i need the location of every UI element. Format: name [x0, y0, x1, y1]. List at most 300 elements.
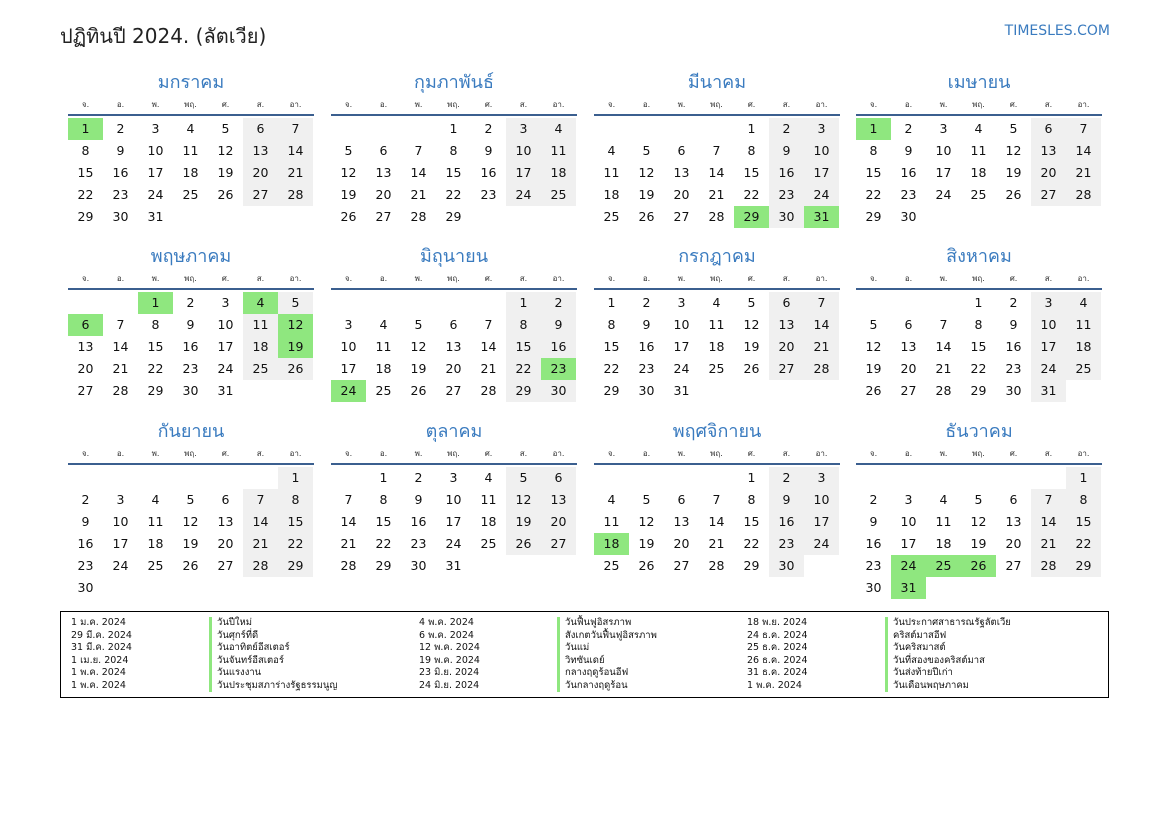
weekday-label: จ.: [81, 449, 90, 458]
day-cell: 26: [340, 209, 357, 224]
month-calendar: [856, 70, 1102, 228]
day-cell: 1: [974, 295, 983, 310]
day-cell: 13: [673, 165, 690, 180]
month-name: ตุลาคม: [425, 421, 483, 442]
empty-cell: [664, 467, 699, 489]
empty-cell: [996, 467, 1031, 489]
day-cell: 1: [278, 467, 313, 489]
day-cell: 30: [77, 580, 94, 595]
holiday-column: [61, 617, 337, 692]
day-cell: 17: [506, 162, 541, 184]
weekday-label: จ.: [607, 100, 616, 109]
day-cell: 27: [217, 558, 234, 573]
holiday-name: วิทซันเดย์: [557, 655, 605, 668]
month-calendar: [331, 244, 577, 402]
weekday-label: อา.: [552, 274, 565, 283]
empty-cell: [471, 292, 506, 314]
day-cell: 11: [935, 514, 952, 529]
empty-cell: [243, 467, 278, 489]
holiday-name: คริสต์มาสอีฟ: [885, 630, 946, 643]
holiday-column: [409, 617, 657, 692]
holiday-day-cell: 31: [804, 206, 839, 228]
day-cell: 10: [1031, 314, 1066, 336]
weekday-label: พ.: [677, 449, 686, 458]
day-cell: 26: [638, 209, 655, 224]
empty-cell: [926, 292, 961, 314]
day-cell: 15: [375, 514, 392, 529]
day-cell: 25: [1066, 358, 1101, 380]
weekday-label: ส.: [782, 274, 791, 283]
day-cell: 21: [708, 536, 725, 551]
day-cell: 21: [935, 361, 952, 376]
weekday-label: ศ.: [1009, 449, 1018, 458]
day-cell: 22: [603, 361, 620, 376]
day-cell: 4: [607, 143, 616, 158]
day-cell: 9: [904, 143, 913, 158]
day-cell: 5: [278, 292, 313, 314]
weekday-header: [594, 270, 840, 290]
weekday-label: อ.: [379, 449, 388, 458]
day-cell: 7: [1066, 118, 1101, 140]
weekday-label: ศ.: [747, 274, 756, 283]
day-grid: [68, 118, 314, 228]
day-cell: 11: [375, 339, 392, 354]
weekday-header: [856, 270, 1102, 290]
day-cell: 1: [607, 295, 616, 310]
day-cell: 2: [869, 492, 878, 507]
weekday-label: ศ.: [747, 449, 756, 458]
month-calendar: [331, 70, 577, 228]
day-cell: 17: [900, 536, 917, 551]
month-name: มกราคม: [157, 72, 225, 93]
day-cell: 18: [603, 187, 620, 202]
empty-cell: [331, 467, 366, 489]
weekday-label: พฤ.: [447, 100, 460, 109]
day-cell: 14: [278, 140, 313, 162]
weekday-label: จ.: [344, 449, 353, 458]
day-cell: 6: [541, 467, 576, 489]
weekday-label: จ.: [344, 100, 353, 109]
month-calendar: [68, 70, 314, 228]
day-cell: 23: [77, 558, 94, 573]
weekday-label: อ.: [116, 449, 125, 458]
day-cell: 4: [939, 492, 948, 507]
day-cell: 25: [603, 558, 620, 573]
day-cell: 9: [541, 314, 576, 336]
holiday-row: [409, 667, 657, 680]
holiday-date: 25 ธ.ค. 2024: [747, 642, 808, 653]
empty-cell: [926, 467, 961, 489]
holiday-name: วันปีใหม่: [209, 617, 252, 630]
day-cell: 19: [506, 511, 541, 533]
day-cell: 1: [379, 470, 388, 485]
weekday-label: ศ.: [221, 274, 230, 283]
month-name: สิงหาคม: [946, 246, 1012, 267]
day-cell: 26: [638, 558, 655, 573]
weekday-label: อ.: [904, 100, 913, 109]
holiday-name: วันแรงงาน: [209, 667, 261, 680]
month-name: พฤษภาคม: [150, 246, 232, 267]
day-cell: 13: [375, 165, 392, 180]
weekday-label: ส.: [519, 449, 528, 458]
day-cell: 19: [743, 339, 760, 354]
day-cell: 20: [1005, 536, 1022, 551]
day-cell: 28: [1031, 555, 1066, 577]
holiday-date: 31 ธ.ค. 2024: [747, 667, 808, 678]
site-link[interactable]: TIMESLES.COM: [1004, 23, 1110, 39]
holiday-day-cell: 4: [243, 292, 278, 314]
day-cell: 19: [638, 536, 655, 551]
empty-cell: [103, 292, 138, 314]
empty-cell: [594, 118, 629, 140]
weekday-header: [594, 445, 840, 465]
empty-cell: [366, 118, 401, 140]
day-cell: 17: [112, 536, 129, 551]
day-cell: 9: [484, 143, 493, 158]
day-cell: 22: [147, 361, 164, 376]
empty-cell: [664, 118, 699, 140]
day-cell: 14: [708, 514, 725, 529]
day-cell: 22: [77, 187, 94, 202]
day-cell: 16: [638, 339, 655, 354]
weekday-label: อ.: [904, 449, 913, 458]
weekday-header: [68, 96, 314, 116]
day-cell: 5: [869, 317, 878, 332]
holiday-name: วันกลางฤดูร้อน: [557, 680, 628, 693]
day-cell: 14: [340, 514, 357, 529]
day-cell: 7: [278, 118, 313, 140]
holiday-day-cell: 18: [594, 533, 629, 555]
day-cell: 29: [375, 558, 392, 573]
weekday-label: พ.: [414, 100, 423, 109]
day-cell: 6: [1009, 492, 1018, 507]
day-cell: 17: [804, 511, 839, 533]
day-cell: 29: [970, 383, 987, 398]
day-cell: 3: [344, 317, 353, 332]
day-cell: 19: [865, 361, 882, 376]
holiday-name: วันเดือนพฤษภาคม: [885, 680, 969, 693]
day-cell: 30: [1005, 383, 1022, 398]
day-cell: 14: [1066, 140, 1101, 162]
day-cell: 4: [607, 492, 616, 507]
empty-cell: [331, 292, 366, 314]
holiday-row: [61, 667, 337, 680]
day-cell: 5: [186, 492, 195, 507]
day-cell: 10: [217, 317, 234, 332]
day-cell: 12: [743, 317, 760, 332]
weekday-label: พฤ.: [972, 100, 985, 109]
day-cell: 5: [414, 317, 423, 332]
weekday-label: จ.: [607, 274, 616, 283]
weekday-label: พฤ.: [972, 449, 985, 458]
weekday-label: พ.: [677, 100, 686, 109]
day-cell: 21: [708, 187, 725, 202]
day-cell: 28: [1066, 184, 1101, 206]
day-cell: 28: [243, 555, 278, 577]
weekday-label: อา.: [1077, 274, 1090, 283]
day-cell: 28: [935, 383, 952, 398]
day-cell: 30: [638, 383, 655, 398]
day-cell: 30: [769, 555, 804, 577]
day-cell: 10: [506, 140, 541, 162]
weekday-label: อา.: [289, 100, 302, 109]
weekday-label: ส.: [256, 274, 265, 283]
day-cell: 7: [414, 143, 423, 158]
day-cell: 7: [712, 492, 721, 507]
day-cell: 28: [708, 209, 725, 224]
empty-cell: [856, 292, 891, 314]
month-name: กรกฎาคม: [678, 246, 756, 267]
day-cell: 7: [484, 317, 493, 332]
day-cell: 7: [712, 143, 721, 158]
day-cell: 4: [379, 317, 388, 332]
day-cell: 19: [182, 536, 199, 551]
day-cell: 27: [673, 558, 690, 573]
holiday-name: สังเกตวันฟื้นฟูอิสรภาพ: [557, 630, 657, 643]
holiday-name: วันคริสมาสต์: [885, 642, 946, 655]
holiday-date: 31 มี.ค. 2024: [71, 642, 132, 653]
weekday-label: อ.: [379, 274, 388, 283]
day-grid: [594, 467, 840, 577]
day-cell: 24: [1031, 358, 1066, 380]
day-cell: 25: [147, 558, 164, 573]
month-name: ธันวาคม: [945, 421, 1013, 442]
day-cell: 17: [935, 165, 952, 180]
day-cell: 16: [865, 536, 882, 551]
empty-cell: [891, 292, 926, 314]
day-cell: 29: [865, 209, 882, 224]
day-cell: 26: [1005, 187, 1022, 202]
holiday-row: [737, 667, 1011, 680]
day-cell: 5: [974, 492, 983, 507]
day-cell: 17: [673, 339, 690, 354]
day-cell: 15: [743, 165, 760, 180]
day-cell: 15: [445, 165, 462, 180]
holiday-row: [737, 680, 1011, 693]
holiday-day-cell: 24: [891, 555, 926, 577]
day-cell: 27: [445, 383, 462, 398]
day-cell: 9: [116, 143, 125, 158]
weekday-label: พ.: [414, 449, 423, 458]
day-cell: 14: [112, 339, 129, 354]
day-cell: 27: [900, 383, 917, 398]
day-cell: 28: [480, 383, 497, 398]
weekday-label: ส.: [256, 449, 265, 458]
day-cell: 26: [743, 361, 760, 376]
empty-cell: [891, 467, 926, 489]
empty-cell: [961, 467, 996, 489]
day-cell: 21: [804, 336, 839, 358]
empty-cell: [103, 467, 138, 489]
weekday-label: ศ.: [484, 100, 493, 109]
day-cell: 16: [182, 339, 199, 354]
day-cell: 18: [147, 536, 164, 551]
day-cell: 18: [708, 339, 725, 354]
day-cell: 22: [1066, 533, 1101, 555]
day-cell: 23: [865, 558, 882, 573]
day-cell: 20: [673, 536, 690, 551]
day-cell: 26: [278, 358, 313, 380]
day-cell: 22: [506, 358, 541, 380]
day-cell: 27: [243, 184, 278, 206]
day-cell: 8: [506, 314, 541, 336]
day-cell: 13: [900, 339, 917, 354]
weekday-label: พ.: [939, 100, 948, 109]
day-cell: 3: [804, 467, 839, 489]
day-cell: 5: [344, 143, 353, 158]
day-cell: 27: [769, 358, 804, 380]
day-cell: 20: [673, 187, 690, 202]
day-cell: 24: [673, 361, 690, 376]
holiday-date: 24 มิ.ย. 2024: [419, 679, 480, 691]
day-cell: 1: [449, 121, 458, 136]
day-grid: [331, 118, 577, 228]
day-cell: 30: [769, 206, 804, 228]
day-cell: 13: [541, 489, 576, 511]
day-cell: 6: [769, 292, 804, 314]
day-cell: 9: [1009, 317, 1018, 332]
day-cell: 4: [1066, 292, 1101, 314]
weekday-label: ศ.: [484, 274, 493, 283]
day-cell: 10: [147, 143, 164, 158]
holiday-row: [61, 617, 337, 630]
weekday-label: ส.: [782, 100, 791, 109]
holiday-name: วันจันทร์อีสเตอร์: [209, 655, 284, 668]
day-cell: 9: [642, 317, 651, 332]
day-cell: 14: [480, 339, 497, 354]
day-cell: 18: [1066, 336, 1101, 358]
day-cell: 10: [445, 492, 462, 507]
empty-cell: [173, 467, 208, 489]
holiday-day-cell: 6: [68, 314, 103, 336]
day-cell: 9: [81, 514, 90, 529]
day-cell: 29: [506, 380, 541, 402]
day-cell: 16: [1005, 339, 1022, 354]
day-cell: 24: [804, 184, 839, 206]
day-cell: 22: [375, 536, 392, 551]
empty-cell: [401, 118, 436, 140]
day-cell: 10: [340, 339, 357, 354]
day-cell: 27: [673, 209, 690, 224]
holiday-row: [737, 655, 1011, 668]
weekday-label: ส.: [1044, 449, 1053, 458]
weekday-label: จ.: [869, 100, 878, 109]
day-cell: 4: [974, 121, 983, 136]
day-cell: 25: [541, 184, 576, 206]
day-cell: 12: [182, 514, 199, 529]
day-cell: 14: [410, 165, 427, 180]
day-cell: 20: [375, 187, 392, 202]
day-cell: 19: [340, 187, 357, 202]
holiday-row: [61, 630, 337, 643]
day-cell: 11: [1066, 314, 1101, 336]
day-cell: 26: [506, 533, 541, 555]
day-cell: 7: [116, 317, 125, 332]
day-grid: [331, 467, 577, 577]
weekday-label: อ.: [642, 274, 651, 283]
day-cell: 9: [769, 140, 804, 162]
day-cell: 24: [217, 361, 234, 376]
day-cell: 28: [112, 383, 129, 398]
weekday-label: ส.: [256, 100, 265, 109]
day-cell: 19: [970, 536, 987, 551]
day-cell: 4: [541, 118, 576, 140]
weekday-label: ส.: [519, 274, 528, 283]
day-cell: 9: [186, 317, 195, 332]
day-cell: 8: [607, 317, 616, 332]
day-cell: 29: [278, 555, 313, 577]
empty-cell: [594, 467, 629, 489]
day-cell: 10: [673, 317, 690, 332]
day-cell: 2: [484, 121, 493, 136]
day-cell: 27: [1005, 558, 1022, 573]
day-cell: 18: [541, 162, 576, 184]
weekday-label: ศ.: [484, 449, 493, 458]
holiday-day-cell: 25: [926, 555, 961, 577]
day-grid: [68, 467, 314, 599]
holiday-date: 6 พ.ค. 2024: [419, 629, 474, 641]
holiday-name: วันประกาศสาธารณรัฐลัตเวีย: [885, 617, 1011, 630]
day-cell: 24: [804, 533, 839, 555]
holiday-day-cell: 24: [331, 380, 366, 402]
day-cell: 21: [112, 361, 129, 376]
day-cell: 4: [186, 121, 195, 136]
empty-cell: [699, 118, 734, 140]
holiday-name: วันศุกร์ที่ดี: [209, 630, 258, 643]
day-cell: 13: [445, 339, 462, 354]
day-cell: 17: [445, 514, 462, 529]
day-cell: 16: [480, 165, 497, 180]
empty-cell: [629, 467, 664, 489]
empty-cell: [699, 467, 734, 489]
day-cell: 2: [1009, 295, 1018, 310]
weekday-header: [331, 96, 577, 116]
day-cell: 8: [1066, 489, 1101, 511]
day-cell: 24: [112, 558, 129, 573]
holiday-day-cell: 1: [138, 292, 173, 314]
day-cell: 20: [77, 361, 94, 376]
day-cell: 16: [769, 511, 804, 533]
day-cell: 3: [904, 492, 913, 507]
weekday-label: อ.: [642, 449, 651, 458]
day-cell: 18: [243, 336, 278, 358]
day-cell: 17: [804, 162, 839, 184]
day-cell: 2: [904, 121, 913, 136]
day-cell: 6: [677, 143, 686, 158]
holiday-date: 23 มิ.ย. 2024: [419, 667, 480, 678]
day-cell: 29: [147, 383, 164, 398]
day-cell: 12: [638, 165, 655, 180]
weekday-label: อ.: [379, 100, 388, 109]
day-cell: 8: [81, 143, 90, 158]
month-name: พฤศจิกายน: [672, 421, 762, 442]
day-cell: 25: [182, 187, 199, 202]
month-name: กุมภาพันธ์: [414, 72, 494, 93]
holiday-day-cell: 29: [734, 206, 769, 228]
holiday-name: วันส่งท้ายปีเก่า: [885, 667, 953, 680]
day-cell: 16: [112, 165, 129, 180]
day-cell: 8: [747, 143, 756, 158]
month-calendar: [594, 244, 840, 402]
weekday-label: อ.: [116, 100, 125, 109]
day-cell: 14: [804, 314, 839, 336]
holiday-date: 1 เม.ย. 2024: [71, 654, 129, 666]
weekday-label: อ.: [642, 100, 651, 109]
day-cell: 5: [1009, 121, 1018, 136]
day-cell: 23: [900, 187, 917, 202]
day-cell: 29: [603, 383, 620, 398]
day-cell: 29: [445, 209, 462, 224]
